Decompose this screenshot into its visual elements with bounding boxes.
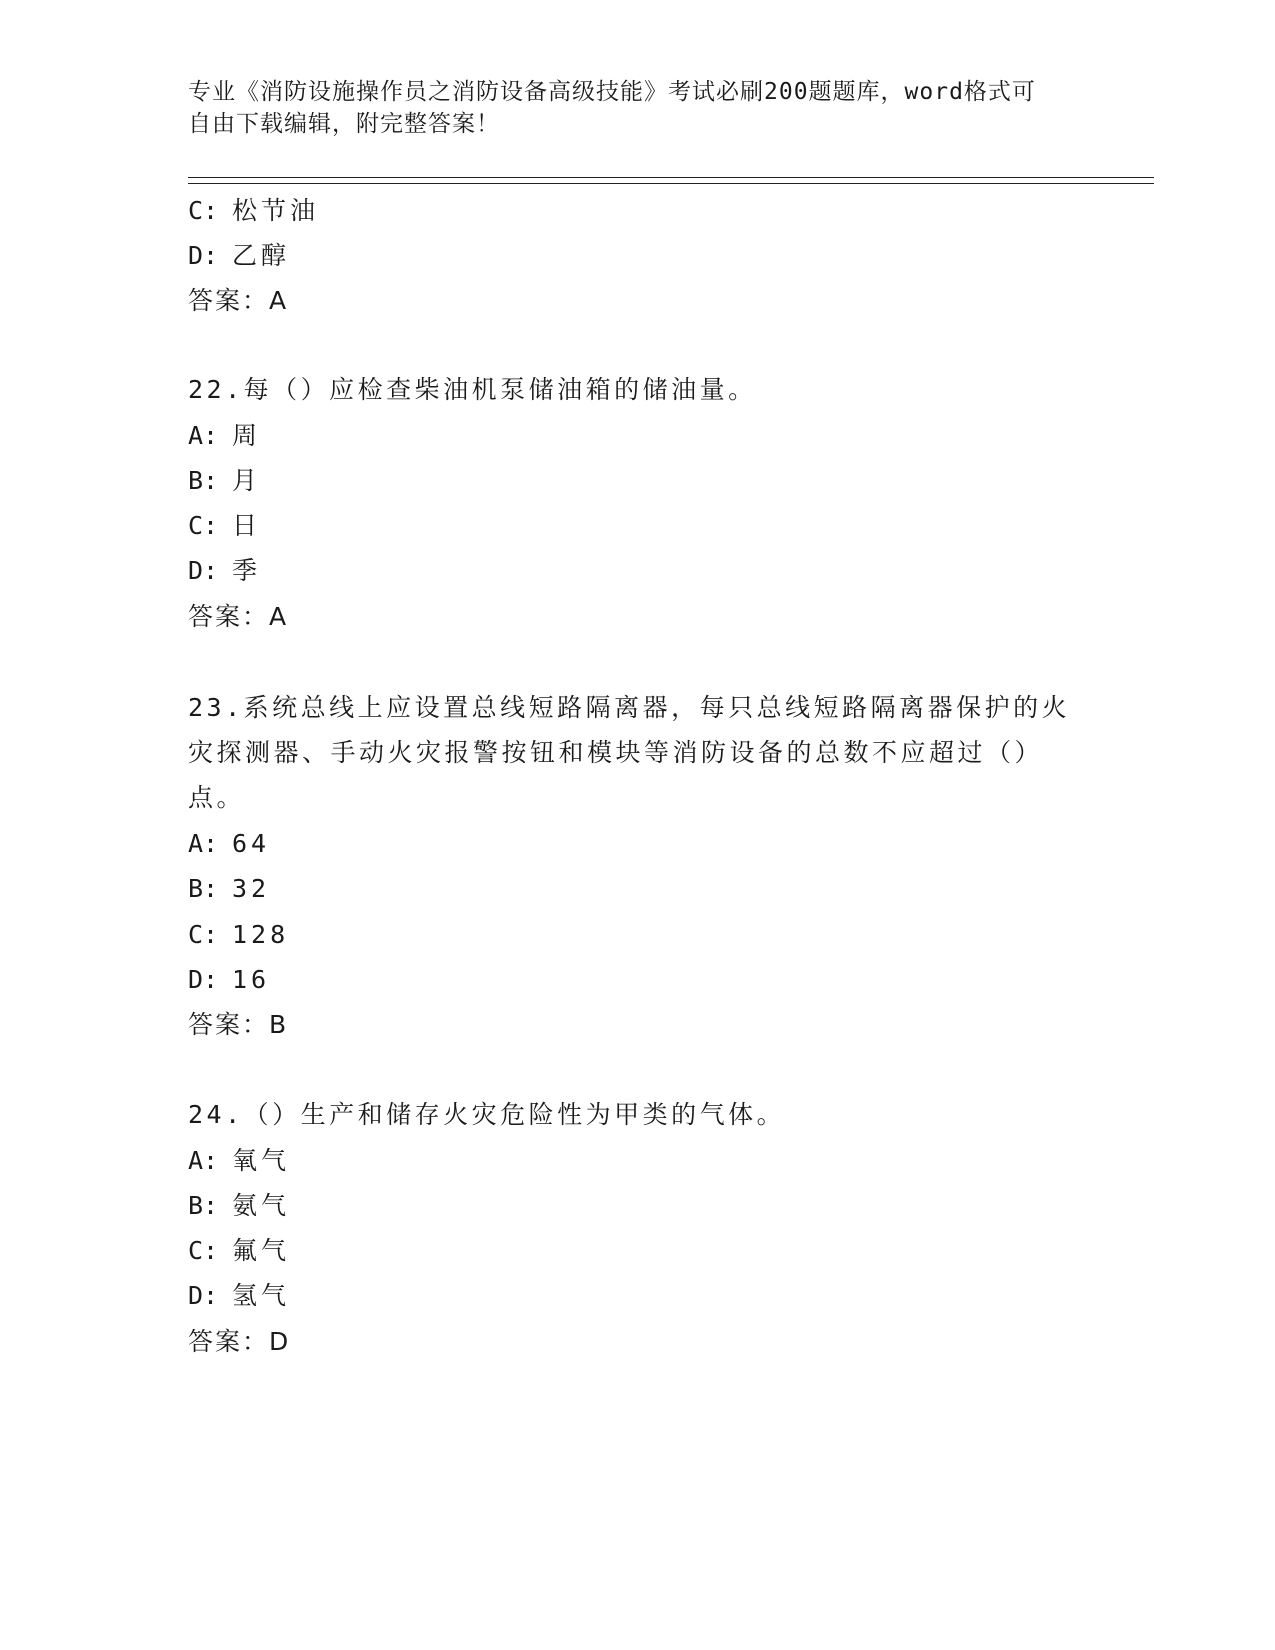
option-label: D:	[188, 556, 219, 585]
answer-line: 答案：D	[188, 1327, 291, 1356]
option-text: 32	[232, 874, 271, 903]
option-text: 乙醇	[232, 241, 291, 270]
header-line-2: 自由下载编辑，附完整答案！	[188, 111, 500, 137]
option-text: 周	[232, 421, 262, 450]
option-label: C:	[188, 920, 219, 949]
option-text: 月	[232, 466, 262, 495]
answer-line: 答案：A	[188, 286, 289, 315]
option-label: A:	[188, 829, 219, 858]
option-d	[188, 556, 261, 586]
option-text: 氟气	[232, 1236, 291, 1265]
option-a	[188, 1146, 290, 1176]
document-header	[188, 76, 1068, 140]
option-label: C:	[188, 196, 219, 225]
option-a	[188, 421, 261, 451]
option-text: 季	[232, 556, 262, 585]
option-label: A:	[188, 421, 219, 450]
option-c	[188, 1236, 290, 1266]
option-b	[188, 466, 261, 496]
option-label: C:	[188, 1236, 219, 1265]
header-line-1: 专业《消防设施操作员之消防设备高级技能》考试必刷200题题库，word格式可	[188, 79, 1036, 105]
option-text: 日	[232, 511, 262, 540]
option-label: A:	[188, 1146, 219, 1175]
question-22-text: 22.每（）应检查柴油机泵储油箱的储油量。	[188, 375, 757, 404]
option-label: D:	[188, 241, 219, 270]
option-text: 氧气	[232, 1146, 291, 1175]
option-text: 氢气	[232, 1281, 291, 1310]
option-text: 16	[232, 965, 271, 994]
option-b	[188, 874, 270, 904]
option-d	[188, 241, 290, 271]
question-23-line-3: 点。	[188, 783, 246, 812]
option-text: 松节油	[232, 196, 320, 225]
option-c	[188, 511, 261, 541]
answer-line: 答案：B	[188, 1010, 289, 1039]
header-divider-bottom	[188, 183, 1154, 184]
header-divider-top	[188, 177, 1154, 178]
option-text: 氨气	[232, 1191, 291, 1220]
option-b	[188, 1191, 290, 1221]
option-text: 128	[232, 920, 290, 949]
option-label: C:	[188, 511, 219, 540]
option-text: 64	[232, 829, 271, 858]
question-23-line-1: 23.系统总线上应设置总线短路隔离器，每只总线短路隔离器保护的火	[188, 693, 1071, 722]
answer-line: 答案：A	[188, 602, 289, 631]
option-label: B:	[188, 1191, 219, 1220]
option-label: D:	[188, 1281, 219, 1310]
question-24-text: 24.（）生产和储存火灾危险性为甲类的气体。	[188, 1100, 786, 1129]
option-a	[188, 829, 270, 859]
option-label: B:	[188, 874, 219, 903]
option-d	[188, 965, 270, 995]
question-23-line-2: 灾探测器、手动火灾报警按钮和模块等消防设备的总数不应超过（）	[188, 738, 1044, 767]
option-c	[188, 196, 319, 226]
option-label: D:	[188, 965, 219, 994]
option-c	[188, 920, 289, 950]
option-label: B:	[188, 466, 219, 495]
option-d	[188, 1281, 290, 1311]
